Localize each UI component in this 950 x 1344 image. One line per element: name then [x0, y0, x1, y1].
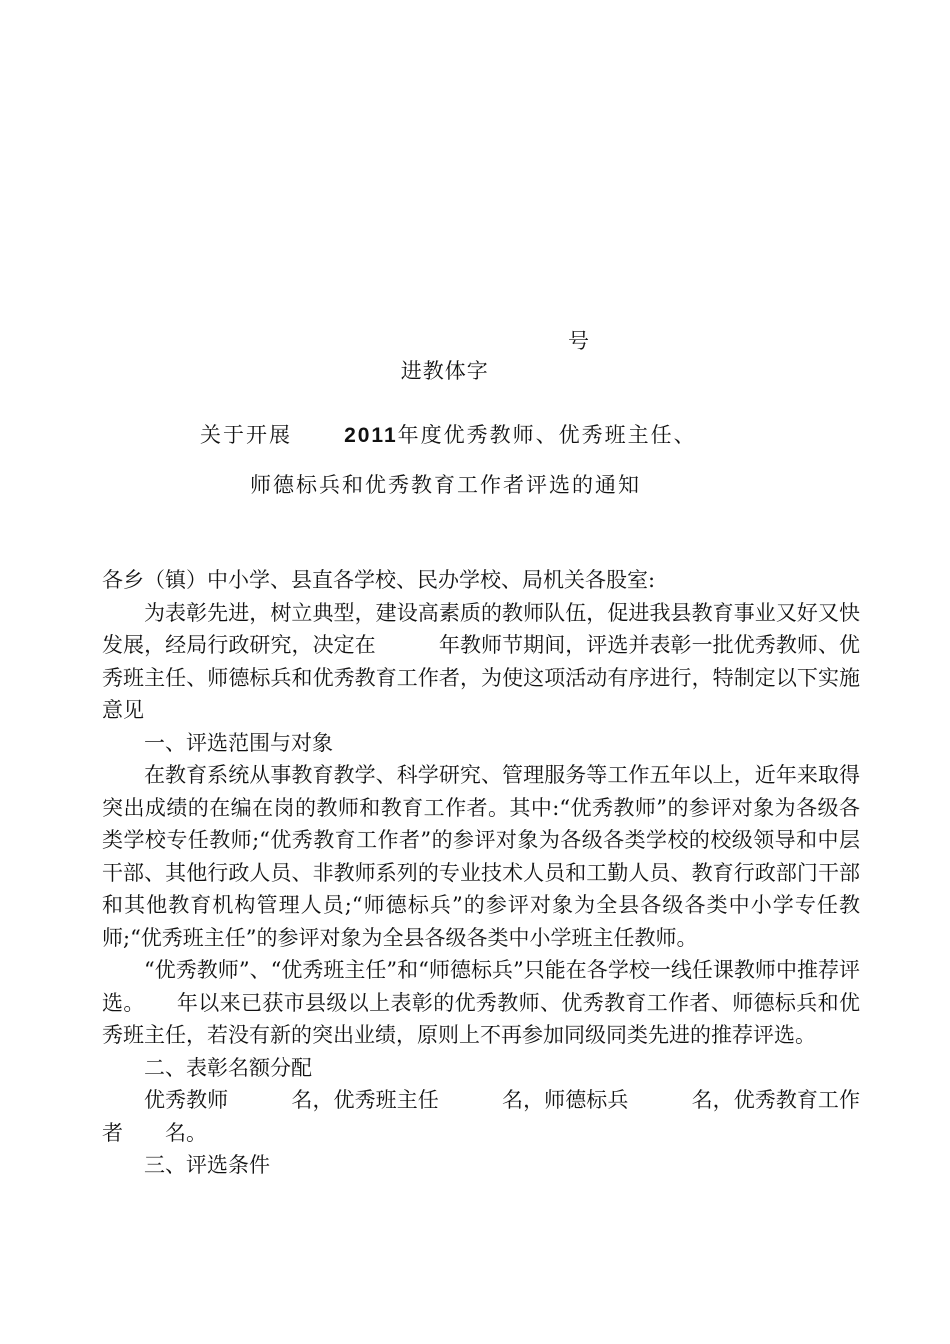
title-suffix: 年度优秀教师、优秀班主任、	[397, 423, 697, 447]
paragraph-restriction: “优秀教师”、“优秀班主任”和“师德标兵”只能在各学校一线任课教师中推荐评选。 年以来已获市县级以上表彰的优秀教师、优秀教育工作者、师德标兵和优秀班主任，若没有新的突出业绩，原则上不再参加同级同类先进的推荐评选。	[102, 958, 860, 1047]
section-heading-2: 二、表彰名额分配	[144, 1055, 312, 1080]
paragraph-intro: 为表彰先进，树立典型，建设高素质的教师队伍，促进我县教育事业又好又快发展，经局行政研究，决定在 年教师节期间，评选并表彰一批优秀教师、优秀班主任、师德标兵和优秀教育工作者，为使这项活动有序进行，特制定以下实施意见	[102, 600, 860, 722]
section-heading-3: 三、评选条件	[144, 1153, 270, 1177]
document-body	[102, 564, 860, 1182]
section-heading-1: 一、评选范围与对象	[144, 730, 333, 755]
document-title-line-1	[200, 420, 697, 451]
title-year: 2011	[344, 424, 398, 447]
document-title-line-2: 师德标兵和优秀教育工作者评选的通知	[250, 473, 641, 497]
document-number-suffix: 号	[568, 329, 590, 353]
paragraph-quota: 优秀教师 名，优秀班主任 名，师德标兵 名，优秀教育工作者 名。	[102, 1088, 860, 1145]
paragraph-scope: 在教育系统从事教育教学、科学研究、管理服务等工作五年以上，近年来取得突出成绩的在编在岗的教师和教育工作者。其中:“优秀教师”的参评对象为各级各类学校专任教师;“优秀教育工作者”的参评对象为各级各类学校的校级领导和中层干部、其他行政人员、非教师系列的专业技术人员和工勤人员、教育行政部门干部和其他教育机构管理人员;“师德标兵”的参评对象为全县各级各类中小学专任教师;“优秀班主任”的参评对象为全县各级各类中小学班主任教师。	[102, 763, 860, 950]
document-number-prefix: 进教体字	[400, 359, 489, 383]
addressee: 各乡（镇）中小学、县直各学校、民办学校、局机关各股室:	[102, 568, 656, 592]
title-prefix: 关于开展	[200, 423, 292, 447]
